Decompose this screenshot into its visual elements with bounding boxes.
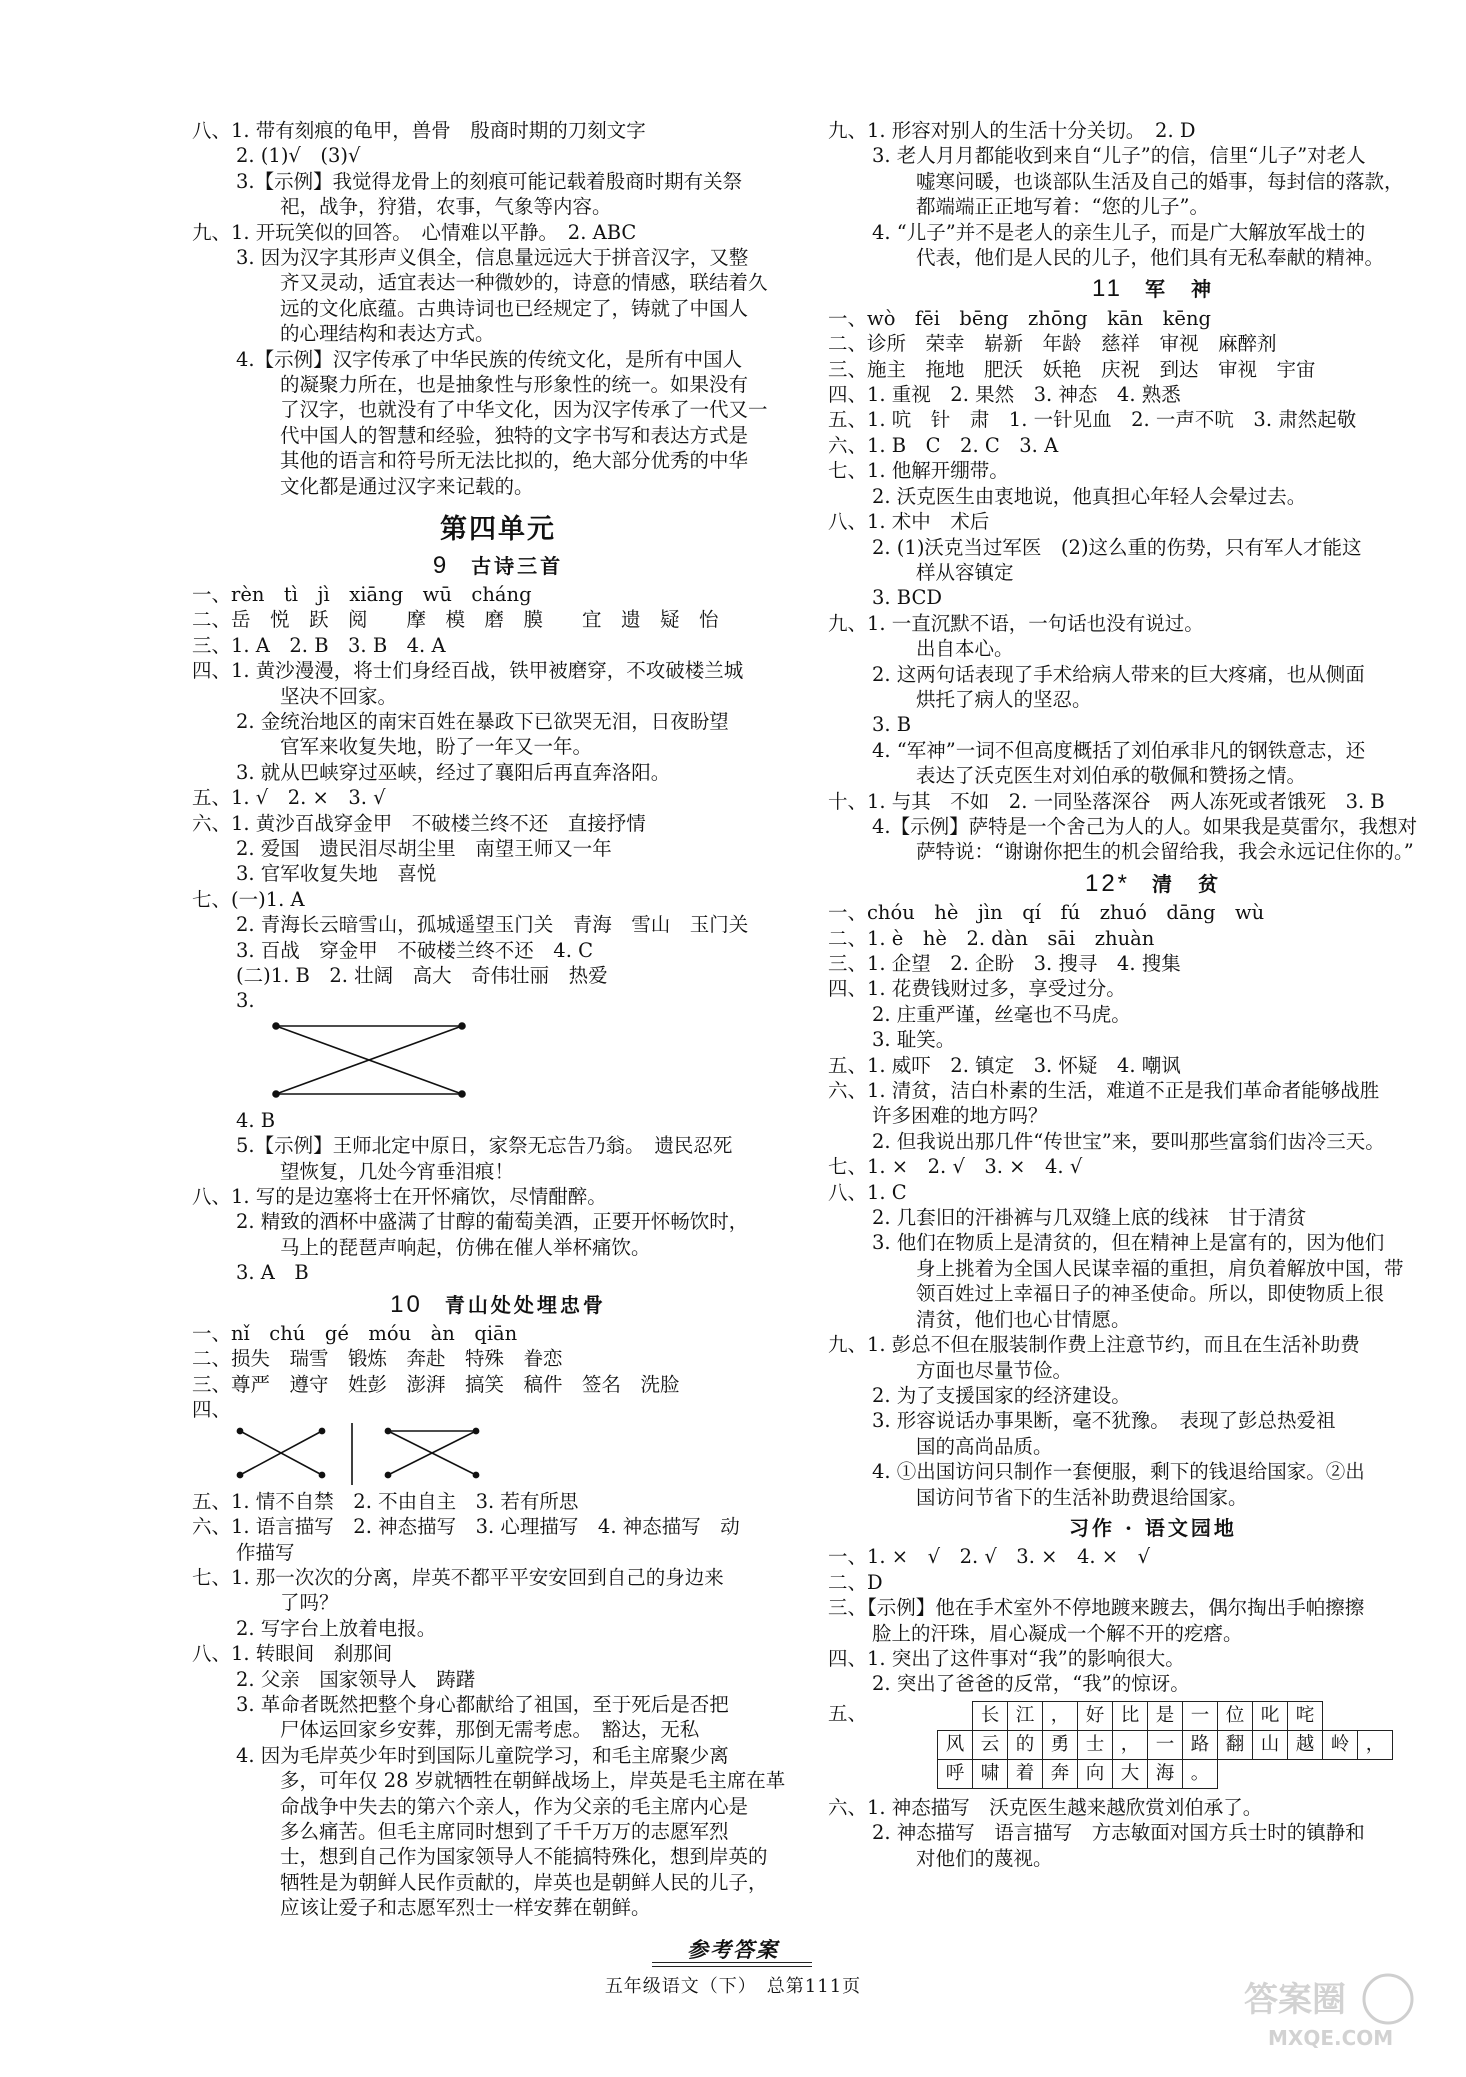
grid-cell: ， [1113, 1730, 1148, 1759]
grid-cell: 奔 [1043, 1759, 1078, 1788]
answer-line: 二、岳 悦 跃 阅 摩 模 磨 膜 宜 遗 疑 怡 [192, 608, 719, 632]
answer-line: 六、1. 清贫，洁白朴素的生活，难道不正是我们革命者能够战胜 [828, 1079, 1380, 1103]
answer-line: 2. 为了支援国家的经济建设。 [872, 1383, 1131, 1407]
grid-cell: 越 [1288, 1730, 1323, 1759]
answer-line: 五、1. √ 2. × 3. √ [192, 786, 386, 810]
answer-line: 尸体运回家乡安葬，那倒无需考虑。 豁达，无私 [280, 1718, 700, 1742]
answer-line: 身上挑着为全国人民谋幸福的重担，肩负着解放中国，带 [916, 1256, 1404, 1280]
grid-row [938, 1759, 1393, 1788]
answer-line: 二、诊所 荣幸 崭新 年龄 慈祥 审视 麻醉剂 [828, 332, 1277, 356]
answer-line: 望恢复，几处今宵垂泪痕！ [280, 1159, 515, 1183]
answer-line: 齐又灵动，适宜表达一种微妙的，诗意的情感，联结着久 [280, 271, 768, 295]
answer-line: 国访问节省下的生活补助费退给国家。 [916, 1485, 1248, 1509]
footer-rule [652, 1966, 812, 1967]
answer-line: 代表，他们是人民的儿子，他们具有无私奉献的精神。 [916, 246, 1385, 270]
answer-line: 对他们的蔑视。 [916, 1846, 1053, 1870]
answer-line: 2. (1)√ (3)√ [236, 144, 361, 168]
lesson-name: 清 贫 [1152, 871, 1222, 896]
answer-line: 三、施主 拖地 肥沃 妖艳 庆祝 到达 审视 宇宙 [828, 357, 1316, 381]
lesson-10-answers [192, 1321, 804, 1423]
grid-cell: 叱 [1253, 1701, 1288, 1730]
answer-line: 2. 沃克医生由衷地说，他真担心年轻人会晕过去。 [872, 484, 1307, 508]
answer-line: 六、1. 黄沙百战穿金甲 不破楼兰终不还 直接抒情 [192, 811, 646, 835]
answer-line: 都端端正正地写着：“您的儿子”。 [916, 195, 1209, 219]
grid-cell: 江 [1008, 1701, 1043, 1730]
answer-line: 祀，战争，狩猎，农事，气象等内容。 [280, 195, 612, 219]
lesson-11-answers [828, 306, 1466, 865]
answer-line: 2. 精致的酒杯中盛满了甘醇的葡萄美酒，正要开怀畅饮时， [236, 1210, 749, 1234]
answer-line: 3. [236, 989, 255, 1013]
answer-line: 代中国人的智慧和经验，独特的文字书写和表达方式是 [280, 423, 749, 447]
answer-line: 3. B [872, 713, 912, 737]
answer-line: 了吗？ [280, 1591, 339, 1615]
grid-answer [828, 1697, 1466, 1795]
lesson-name: 军 神 [1144, 277, 1214, 302]
answer-line: 3. 因为汉字其形声义俱全，信息量远远大于拼音汉字，又整 [236, 246, 749, 270]
answer-line: 2. 金统治地区的南宋百姓在暴政下已欲哭无泪，日夜盼望 [236, 709, 729, 733]
answer-line: 5.【示例】王师北定中原日，家祭无忘告乃翁。 遗民忍死 [236, 1134, 733, 1158]
grid-cell: 岭 [1323, 1730, 1358, 1759]
answer-line: 三、1. A 2. B 3. B 4. A [192, 633, 446, 657]
grid-cell: 一 [1183, 1701, 1218, 1730]
answer-line: 2. 写字台上放着电报。 [236, 1616, 437, 1640]
answer-line: 士，想到自己作为国家领导人不能搞特殊化，想到岸英的 [280, 1845, 768, 1869]
answer-line: 3. 就从巴峡穿过巫峡，经过了襄阳后再直奔洛阳。 [236, 760, 671, 784]
answer-line: 其他的语言和符号所无法比拟的，绝大部分优秀的中华 [280, 449, 749, 473]
lesson-name: 古诗三首 [471, 553, 564, 578]
answer-line: 许多困难的地方吗？ [872, 1104, 1048, 1128]
lesson-10-answers-cont [192, 1489, 804, 1921]
answer-line: 方面也尽量节俭。 [916, 1358, 1073, 1382]
answer-line: 烘托了病人的坚忍。 [916, 687, 1092, 711]
answer-line: 八、1. 转眼间 刹那间 [192, 1642, 393, 1666]
answer-line: 六、1. 神态描写 沃克医生越来越欣赏刘伯承了。 [828, 1795, 1263, 1819]
answer-line: 4. “儿子”并不是老人的亲生儿子，而是广大解放军战士的 [872, 220, 1366, 244]
lesson-number: 9 [432, 551, 450, 579]
answer-line: 二、1. è hè 2. dàn sāi zhuàn [828, 926, 1155, 950]
grid-cell: 云 [973, 1730, 1008, 1759]
answer-line: 文化都是通过汉字来记载的。 [280, 474, 534, 498]
answer-line: 2. 爱国 遗民泪尽胡尘里 南望王师又一年 [236, 836, 612, 860]
answer-line: 三、尊严 遵守 姓彭 澎湃 搞笑 稿件 签名 洗脸 [192, 1372, 680, 1396]
grid-cell: 位 [1218, 1701, 1253, 1730]
answer-line: 2. 但我说出那几件“传世宝”来，要叫那些富翁们齿冷三天。 [872, 1129, 1385, 1153]
answer-line: 4. “军神”一词不但高度概括了刘伯承非凡的钢铁意志，还 [872, 738, 1366, 762]
answer-line: 六、1. 语言描写 2. 神态描写 3. 心理描写 4. 神态描写 动 [192, 1515, 740, 1539]
answer-line: 七、1. 他解开绷带。 [828, 459, 1009, 483]
watermark-url: MXQE.COM [1268, 2026, 1394, 2050]
answer-line: 四、1. 突出了这件事对“我”的影响很大。 [828, 1646, 1185, 1670]
answer-line: 七、1. 那一次次的分离，岸英不都平平安安回到自己的身边来 [192, 1565, 724, 1589]
lesson-10-answers-end [828, 118, 1466, 270]
answer-line: 2. 这两句话表现了手术给病人带来的巨大疼痛，也从侧面 [872, 662, 1365, 686]
answer-line: 3. 老人月月都能收到来自“儿子”的信，信里“儿子”对老人 [872, 144, 1366, 168]
lesson-number: 11 [1092, 275, 1123, 303]
answer-line: 3. 官军收复失地 喜悦 [236, 862, 437, 886]
answer-line: 多么痛苦。但毛主席同时想到了千千万万的志愿军烈 [280, 1819, 729, 1843]
answer-line: 2. 神态描写 语言描写 方志敏面对国方兵士时的镇静和 [872, 1821, 1365, 1845]
answer-line: 4.【示例】萨特是一个舍己为人的人。如果我是莫雷尔，我想对 [872, 814, 1418, 838]
grid-cell: 海 [1148, 1759, 1183, 1788]
lesson-9-answers-cont [192, 1108, 804, 1286]
writing-section-answers-end [828, 1795, 1466, 1871]
answer-line: 2. 庄重严谨，丝毫也不马虎。 [872, 1002, 1131, 1026]
answer-line: 3. 革命者既然把整个身心都献给了祖国，至于死后是否把 [236, 1692, 729, 1716]
grid-row [938, 1730, 1393, 1759]
matching-lines-diagram-2 [192, 1423, 804, 1489]
answer-line: 的凝聚力所在，也是抽象性与形象性的统一。如果没有 [280, 373, 749, 397]
answer-line: 2. (1)沃克当过军医 (2)这么重的伤势，只有军人才能这 [872, 535, 1362, 559]
answer-line: 九、1. 开玩笑似的回答。 心情难以平静。 2. ABC [192, 220, 637, 244]
left-column [192, 118, 804, 1921]
section-name: 习作 · 语文园地 [1069, 1515, 1237, 1540]
grid-cell: 向 [1078, 1759, 1113, 1788]
grid-cell: 士 [1078, 1730, 1113, 1759]
answer-line: 3. 他们在物质上是清贫的，但在精神上是富有的，因为他们 [872, 1231, 1385, 1255]
grid-cell: 着 [1008, 1759, 1043, 1788]
writing-section-answers [828, 1544, 1466, 1696]
answer-line: 了汉字，也就没有了中华文化，因为汉字传承了一代又一 [280, 398, 768, 422]
grid-cell: 啸 [973, 1759, 1008, 1788]
footer-label: 参考答案 [687, 1937, 779, 1962]
lesson-number: 12* [1084, 869, 1131, 897]
answer-line: 国的高尚品质。 [916, 1434, 1053, 1458]
grid-row [938, 1701, 1393, 1730]
answer-line: 萨特说：“谢谢你把生的机会留给我，我会永远记住你的。” [916, 840, 1414, 864]
writing-section-title [828, 1516, 1466, 1541]
answer-line: 4. ①出国访问只制作一套便服，剩下的钱退给国家。②出 [872, 1460, 1365, 1484]
answer-line: 嘘寒问暖，也谈部队生活及自己的婚事，每封信的落款， [916, 169, 1404, 193]
answer-line: 四、1. 黄沙漫漫，将士们身经百战，铁甲被磨穿，不攻破楼兰城 [192, 659, 744, 683]
answer-line: 八、1. 写的是边塞将士在开怀痛饮，尽情酣醉。 [192, 1185, 607, 1209]
grid-cell: ， [1358, 1730, 1393, 1759]
answer-line: 一、1. × √ 2. √ 3. × 4. × √ [828, 1545, 1151, 1569]
answer-line: 领百姓过上幸福日子的神圣使命。所以，即使物质上很 [916, 1282, 1385, 1306]
grid-cell: ， [1043, 1701, 1078, 1730]
lesson-12-answers [828, 900, 1466, 1510]
answer-line: 多，可年仅 28 岁就牺牲在朝鲜战场上，岸英是毛主席在革 [280, 1769, 786, 1793]
lesson-name: 青山处处埋忠骨 [444, 1292, 606, 1317]
answer-line: 七、(一)1. A [192, 887, 305, 911]
answer-line: 五、1. 威吓 2. 镇定 3. 怀疑 4. 嘲讽 [828, 1053, 1181, 1077]
answer-line: 马上的琵琶声响起，仿佛在催人举杯痛饮。 [280, 1235, 651, 1259]
answer-line: 五、1. 吭 针 肃 1. 一针见血 2. 一声不吭 3. 肃然起敬 [828, 408, 1357, 432]
answer-line: 九、1. 一直沉默不语，一句话也没有说过。 [828, 611, 1204, 635]
grid-label: 五、 [828, 1701, 868, 1725]
grid-cell: 一 [1148, 1730, 1183, 1759]
footer-rule [652, 1962, 812, 1963]
answer-line: 四、 [192, 1398, 232, 1422]
answer-line: 二、D [828, 1570, 883, 1594]
answer-line: 的心理结构和表达方式。 [280, 322, 495, 346]
unit3-answers [192, 118, 804, 499]
answer-line: 四、1. 花费钱财过多，享受过分。 [828, 977, 1126, 1001]
answer-line: 官军来收复失地，盼了一年又一年。 [280, 735, 593, 759]
answer-line: 4. B [236, 1108, 276, 1132]
answer-line: 九、1. 形容对别人的生活十分关切。 2. D [828, 119, 1196, 142]
answer-line: 命战争中失去的第六个亲人，作为父亲的毛主席内心是 [280, 1794, 749, 1818]
grid-cell: 是 [1148, 1701, 1183, 1730]
answer-line: 应该让爱子和志愿军烈士一样安葬在朝鲜。 [280, 1896, 651, 1920]
footer-page: 五年级语文（下） 总第111页 [604, 1976, 862, 1997]
grid-cell: 好 [1078, 1701, 1113, 1730]
answer-line: 一、nǐ chú gé móu àn qiān [192, 1322, 518, 1346]
answer-line: 二、损失 瑞雪 锻炼 奔赴 特殊 眷恋 [192, 1347, 563, 1371]
grid-cell: 比 [1113, 1701, 1148, 1730]
answer-line: 五、1. 情不自禁 2. 不由自主 3. 若有所思 [192, 1489, 579, 1513]
answer-line: 出自本心。 [916, 637, 1014, 661]
answer-line: 2. 突出了爸爸的反常，“我”的惊讶。 [872, 1672, 1190, 1696]
grid-cell: 大 [1113, 1759, 1148, 1788]
lesson-10-title [192, 1292, 804, 1318]
answer-line: 六、1. B C 2. C 3. A [828, 433, 1059, 457]
answer-line: 四、1. 重视 2. 果然 3. 神态 4. 熟悉 [828, 383, 1181, 407]
grid-cell: 风 [938, 1730, 973, 1759]
grid-cell: 路 [1183, 1730, 1218, 1759]
lesson-9-title [192, 553, 804, 579]
answer-line: 一、wò fēi bēng zhōng kān kēng [828, 306, 1212, 330]
lesson-9-answers [192, 582, 804, 1014]
answer-line: (二)1. B 2. 壮阔 高大 奇伟壮丽 热爱 [236, 964, 608, 987]
answer-line: 牺牲是为朝鲜人民作贡献的，岸英也是朝鲜人民的儿子， [280, 1870, 768, 1894]
grid-cell: 山 [1253, 1730, 1288, 1759]
answer-line: 清贫，他们也心甘情愿。 [916, 1307, 1131, 1331]
answer-line: 4. 因为毛岸英少年时到国际儿童院学习，和毛主席聚少离 [236, 1743, 729, 1767]
grid-cell: 。 [1183, 1759, 1218, 1788]
answer-line: 样从容镇定 [916, 560, 1014, 584]
grid-cell: 勇 [1043, 1730, 1078, 1759]
answer-line: 七、1. × 2. √ 3. × 4. √ [828, 1155, 1083, 1179]
answer-line: 远的文化底蕴。古典诗词也已经规定了，铸就了中国人 [280, 296, 749, 320]
answer-line: 3. 耻笑。 [872, 1028, 956, 1052]
unit-title: 第四单元 [440, 514, 556, 546]
answer-line: 2. 几套旧的汗褂裤与几双缝上底的线袜 甘于清贫 [872, 1206, 1307, 1230]
answer-line: 坚决不回家。 [280, 684, 398, 708]
answer-line: 一、rèn tì jì xiāng wū cháng [192, 582, 532, 606]
answer-line: 3.【示例】我觉得龙骨上的刻痕可能记载着殷商时期有关祭 [236, 169, 743, 193]
answer-line: 三、【示例】他在手术室外不停地踱来踱去，偶尔掏出手帕擦擦 [828, 1596, 1365, 1620]
matching-lines-graphic-2 [192, 1423, 552, 1489]
answer-line: 十、1. 与其 不如 2. 一同坠落深谷 两人冻死或者饿死 3. B [828, 789, 1385, 813]
grid-cell [938, 1701, 973, 1730]
answer-line: 脸上的汗珠，眉心凝成一个解不开的疙瘩。 [872, 1621, 1243, 1645]
answer-line: 3. BCD [872, 586, 943, 610]
answer-line: 九、1. 彭总不但在服装制作费上注意节约，而且在生活补助费 [828, 1333, 1360, 1357]
grid-cell: 的 [1008, 1730, 1043, 1759]
answer-line: 八、1. 带有刻痕的龟甲，兽骨 殷商时期的刀刻文字 [192, 119, 646, 142]
answer-line: 八、1. 术中 术后 [828, 510, 990, 534]
answer-line: 作描写 [236, 1540, 295, 1564]
lesson-12-title [828, 871, 1466, 897]
answer-line: 3. 百战 穿金甲 不破楼兰终不还 4. C [236, 938, 594, 962]
answer-line: 3. 形容说话办事果断，毫不犹豫。 表现了彭总热爱祖 [872, 1409, 1336, 1433]
answer-line: 八、1. C [828, 1180, 907, 1204]
right-column [828, 118, 1466, 1871]
answer-line: 3. A B [236, 1261, 309, 1285]
answer-line: 一、chóu hè jìn qí fú zhuó dāng wù [828, 901, 1265, 925]
answer-line: 2. 青海长云暗雪山，孤城遥望玉门关 青海 雪山 玉门关 [236, 913, 749, 937]
answer-line: 2. 父亲 国家领导人 踌躇 [236, 1667, 476, 1691]
watermark-text: 答案圈 [1244, 1980, 1346, 2020]
answer-line: 表达了沃克医生对刘伯承的敬佩和赞扬之情。 [916, 764, 1307, 788]
lesson-number: 10 [390, 1290, 423, 1318]
matching-lines-graphic [192, 1014, 492, 1108]
answer-line: 4.【示例】汉字传承了中华民族的传统文化，是所有中国人 [236, 347, 743, 371]
lesson-11-title [828, 276, 1466, 302]
grid-cell: 呼 [938, 1759, 973, 1788]
grid-cell: 翻 [1218, 1730, 1253, 1759]
answer-line: 三、1. 企望 2. 企盼 3. 搜寻 4. 搜集 [828, 952, 1181, 975]
matching-lines-diagram [192, 1014, 804, 1108]
watermark-logo [1238, 1965, 1426, 2053]
grid-cell: 长 [973, 1701, 1008, 1730]
grid-cell: 咤 [1288, 1701, 1323, 1730]
writing-grid [937, 1701, 1393, 1789]
